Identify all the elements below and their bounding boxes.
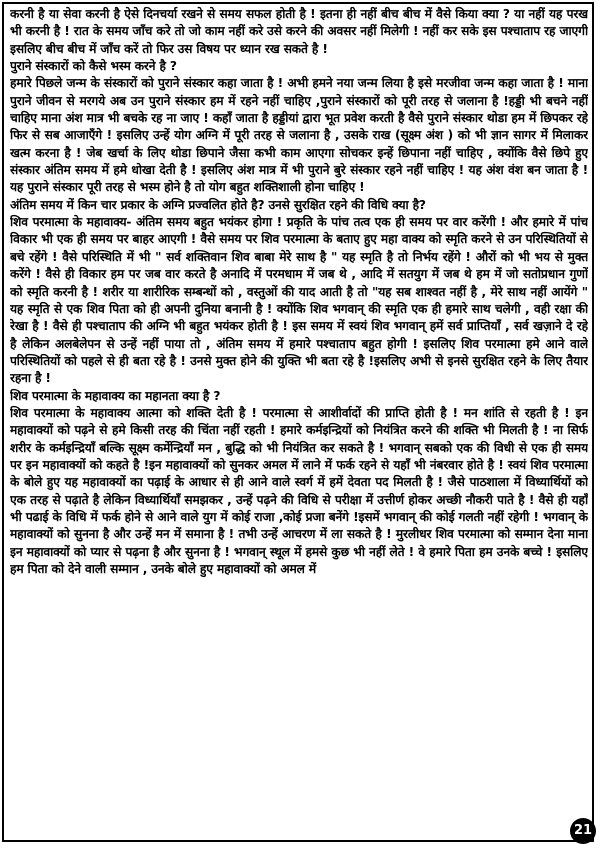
section-body-antim-samay: शिव परमात्मा के महावाक्य- अंतिम समय बहुत भयंकर होगा ! प्रकृति के पांच तत्व एक ही समय पर वार करेंगी ! और हमारे में पांच विकार भी एक ही समय पर बाहर आएगी ! वैसे समय पर शिव परमात्मा के बताए हुए महा वाक्य को स्मृति करने से उन परिस्थितियों से बचे रहेंगे ! वैसे परिस्थिति में भी " सर्व शक्तिवान शिव बाबा मेरे साथ है " यह स्मृति है तो निर्भय रहेंगे ! औरों को भी भय से मुक्त करेंगे ! वैसे ही विकार हम पर जब वार करते है अनादि में परमधाम में जब थे , आदि में सतयुग में जब थे हम में जो सतोप्रधान गुणों को स्मृति करनी है ! शरीर या शारीरिक सम्बन्धों को , वस्तुओं की याद आती है तो "यह सब शाश्वत नहीं है , मेरे साथ नहीं आयेंगे " यह स्मृति से एक शिव पिता को ही अपनी दुनिया बनानी है ! क्योंकि शिव भगवान् की स्मृति एक ही हमारे साथ चलेगी , वही रक्षा की रेखा है ! वैसे ही पश्चाताप की अग्नि भी बहुत भयंकर होती है ! इस समय में स्वयं शिव भगवान् हमें सर्व प्राप्तियाँ , सर्व खज़ाने दे रहे है लेकिन अलबेलेपन से उन्हें नहीं पाया तो , अंतिम समय में हमारे पश्चाताप बहुत होगी ! इसलिए शिव परमात्मा हमे आने वाले परिस्थितियों को पहले से ही बता रहे है ! उनसे मुक्त होने की युक्ति भी बता रहे है !इसलिए अभी से इनसे सुरक्षित रहने के लिए तैयार रहना है ! — [10, 215, 588, 386]
document-text — [10, 6, 588, 836]
section-body-mahavakya: शिव परमात्मा के महावाक्य आत्मा को शक्ति देती है ! परमात्मा से आशीर्वादों की प्राप्ति होती है ! मन शांति से रहती है ! इन महावाक्यों को पढ़ने से हमे किसी तरह की चिंता नहीं रहती ! हमारे कर्मइन्द्रियों को नियंत्रित करने की शक्ति भी मिलती है ! ना सिर्फ शरीर के कर्मइन्द्रियाँ बल्कि सूक्ष्म कर्मेन्द्रियाँ मन , बुद्धि को भी नियंत्रित कर सकते है ! भगवान् सबको एक की विधी से एक ही समय पर इन महावाक्यों को कहते है !इन महावाक्यों को सुनकर अमल में लाने में फर्क रहने से यहाँ भी नंबरवार होते है ! स्वयं शिव परमात्मा के बोले हुए यह महावाक्यों का पढ़ाई के आधार से ही आने वाले स्वर्ग में हमें देवता पद मिलती है ! जैसे पाठशाला में विध्यार्थियों को एक तरह से पढ़ाते है लेकिन विध्यार्थियाँ समझकर , उन्हें पढ़ने की विधि से परीक्षा में उत्तीर्ण होकर अच्छी नौकरी पाते है ! वैसे ही यहाँ भी पढाई के विधि में फर्क होने से आने वाले युग में कोई राजा ,कोई प्रजा बनेंगे !इसमें भगवान् की कोई गलती नहीं रहेगी ! भगवान् के महावाक्यों को सुनना है और उन्हें मन में समाना है ! तभी उन्हें आचरण में ला सकते है ! मुरलीधर शिव परमात्मा को सम्मान देना माना इन महावाक्यों को प्यार से पढ़ना है और सुनना है ! भगवान् स्थूल में हमसे कुछ भी नहीं लेते ! वे हमारे पिता हम उनके बच्चे ! इसलिए हम पिता को देने वाली सम्मान , उनके बोले हुए महावाक्यों को अमल में — [10, 405, 588, 576]
section-heading-purane-sanskar: पुराने संस्कारों को कैसे भस्म करने है ? — [10, 59, 177, 74]
section-body-purane-sanskar: हमारे पिछले जन्म के संस्कारों को पुराने संस्कार कहा जाता है ! अभी हमने नया जन्म लिया है इसे मरजीवा जन्म कहा जाता है ! माना पुराने जीवन से मरगये अब उन पुराने संस्कार हम में रहने नहीं चाहिए ,पुराने संस्कारों को पूरी तरह से जलाना है !हड्डी भी बचने नहीं चाहिए माना अंश मात्र भी बचके रह ना जाए ! कहाँ जाता है हड्डीयां द्वारा भूत प्रवेश करती है वैसे पुराने संस्कार थोडा हम में छिपकर रहे फिर से सब आजाएँगे ! इसलिए उन्हें योग अग्नि में पूरी तरह से जलाना है , उसके राख (सूक्ष्म अंश ) को भी ज्ञान सागर में मिलाकर खत्म करना है ! जेब खर्चा के लिए थोडा छिपाने जैसा कभी काम आएगा सोचकर इन्हें छिपाना नहीं चाहिए , क्योंकि वैसे छिपे हुए संस्कार अंतिम समय में हमे धोखा देती है ! इसलिए अंश मात्र में भी पुराने बुरे संस्कार रहने नहीं चाहिए ! यह अंश वंश बन जाता है ! यह पुराने संस्कार पूरी तरह से भस्म होने है तो योग बहुत शक्तिशाली होना चाहिए ! — [10, 76, 588, 195]
section-heading-mahavakya: शिव परमात्मा के महावाक्य का महानता क्या है ? — [10, 388, 221, 403]
section-heading-antim-samay: अंतिम समय में किन चार प्रकार के अग्नि प्रज्वलित होते है? उनसे सुरक्षित रहने की विधि क्या है? — [10, 197, 426, 212]
intro-paragraph: करनी है या सेवा करनी है ऐसे दिनचर्या रखने से समय सफल होती है ! इतना ही नहीं बीच बीच में वैसे किया क्या ? या नहीं यह परख भी करनी है ! रात के समय जाँच करे तो जो काम नहीं करे उसे करने की अवसर नहीं मिलेगी ! नहीं कर सके इस पश्चाताप रह जाएगी इसलिए बीच बीच में जाँच करें तो फिर उस विषय पर ध्यान रख सकते है ! — [10, 7, 588, 56]
page-number-badge: 21 — [570, 818, 596, 844]
